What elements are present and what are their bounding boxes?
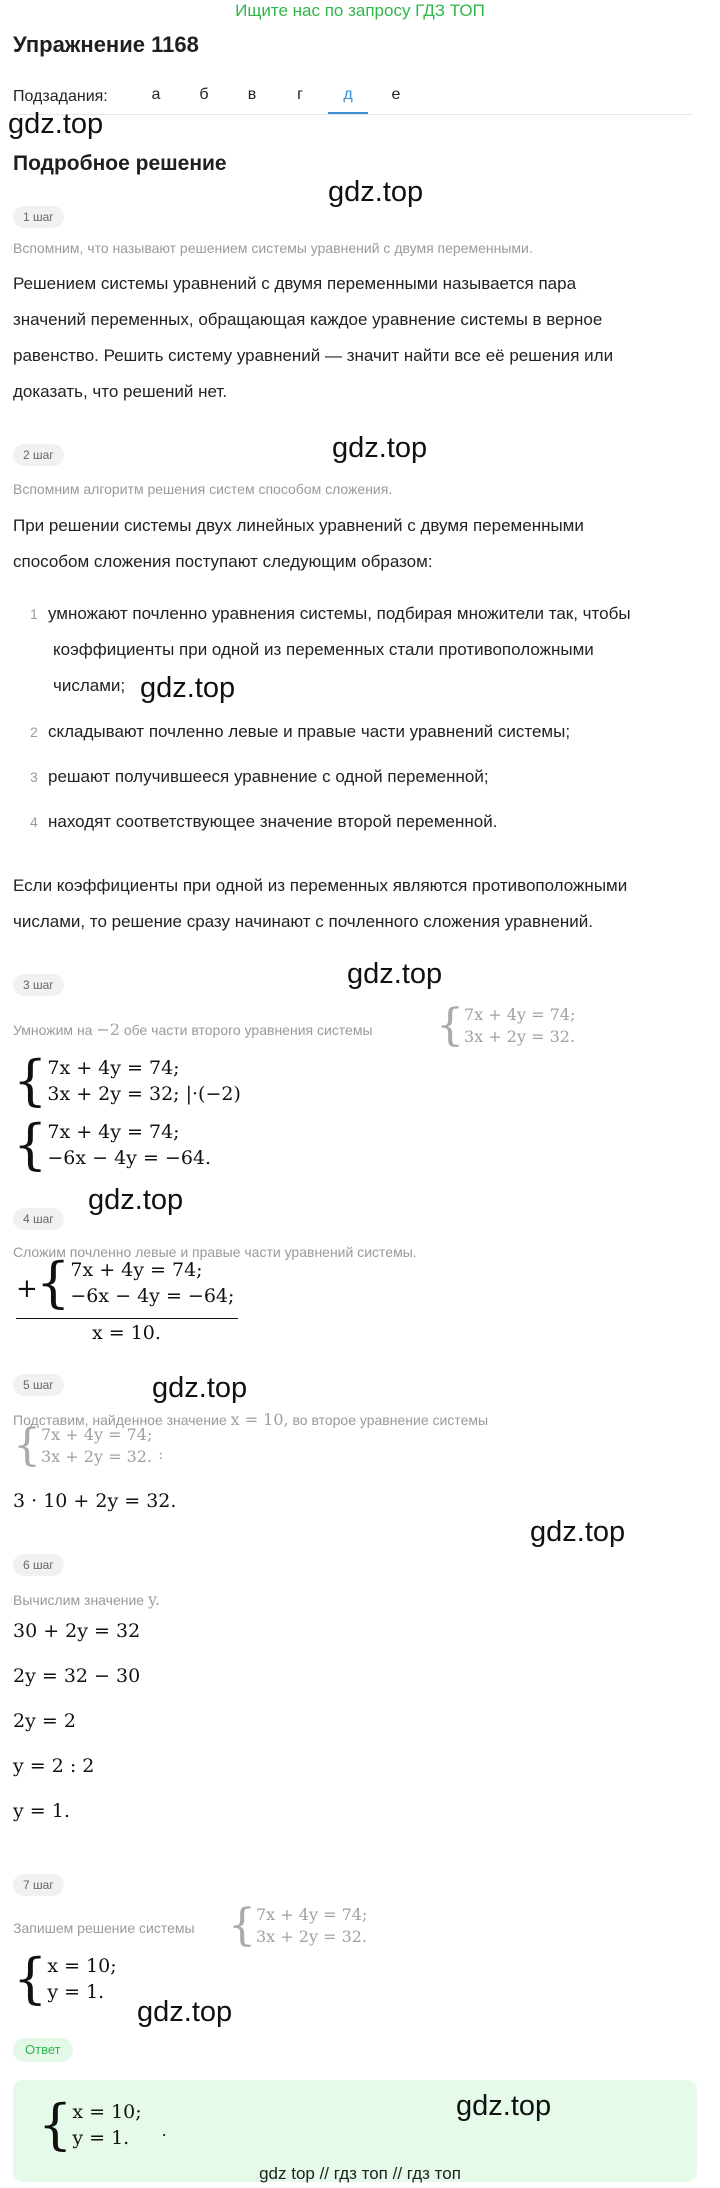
answer-tail: . (161, 2120, 167, 2140)
equation: 3x + 2y = 32; |·(−2) (47, 1083, 241, 1105)
list-number: 2 (30, 724, 38, 740)
equation: 7x + 4y = 74; (47, 1057, 180, 1079)
subtask-v[interactable]: в (247, 86, 257, 103)
equation: y = 1. (47, 1981, 105, 2003)
equation: −6x − 4y = −64; (70, 1285, 235, 1307)
step-badge: 7 шаг (13, 1874, 64, 1896)
brace-icon: { (13, 1113, 48, 1176)
page-title: Упражнение 1168 (13, 32, 199, 57)
search-banner[interactable]: Ищите нас по запросу ГДЗ ТОП (235, 1, 485, 20)
equation: 7x + 4y = 74; (70, 1259, 203, 1281)
watermark: gdz.top (152, 1372, 248, 1404)
equation: 7x + 4y = 74; (256, 1905, 368, 1924)
plus-sign: + (16, 1274, 38, 1304)
text-line: способом сложения поступают следующим образом: (13, 552, 433, 571)
list-number: 3 (30, 769, 38, 785)
watermark: gdz.top (456, 2090, 552, 2122)
hint-tail: : (158, 1447, 164, 1463)
brace-icon: { (13, 1420, 41, 1471)
text-line: Если коэффициенты при одной из переменных являются противоположными (13, 876, 628, 895)
footer-links[interactable]: gdz top // гдз топ // гдз топ (259, 2164, 461, 2183)
text-line: Решением системы уравнений с двумя переменными называется пара (13, 274, 577, 293)
equation: 3 · 10 + 2y = 32. (13, 1490, 177, 1512)
answer-badge: Ответ (13, 2038, 73, 2062)
hint-text: Вычислим значение (13, 1592, 145, 1608)
section-title: Подробное решение (13, 152, 227, 175)
text-line: числами; (53, 676, 126, 695)
hint-text: во второе уравнение системы (292, 1412, 489, 1428)
text-line: доказать, что решений нет. (13, 382, 228, 401)
subtask-e[interactable]: е (391, 86, 401, 103)
watermark: gdz.top (530, 1516, 626, 1548)
step-hint (13, 1020, 373, 1039)
list-number: 1 (30, 606, 38, 622)
equation: x = 10; (47, 1955, 117, 1977)
hint-system (13, 1420, 164, 1471)
list-number: 4 (30, 814, 38, 830)
equation: y = 1. (72, 2127, 130, 2149)
step-text (13, 868, 703, 940)
step-badge: 6 шаг (13, 1554, 64, 1576)
watermark: gdz.top (8, 108, 104, 140)
brace-icon: { (13, 1049, 48, 1112)
sum-line (16, 1318, 238, 1319)
step-badge: 2 шаг (13, 444, 64, 466)
equation: 3x + 2y = 32. (464, 1027, 576, 1046)
answer-system (38, 2093, 167, 2156)
equation-system (36, 1251, 235, 1314)
watermark: gdz.top (137, 1996, 233, 2028)
subtask-a[interactable]: а (151, 86, 161, 103)
text-line: умножают почленно уравнения системы, подбирая множители так, чтобы (48, 604, 631, 623)
hint-value: x = 10, (230, 1410, 289, 1429)
equation: 7x + 4y = 74; (47, 1121, 180, 1143)
text-line: решают получившееся уравнение с одной переменной; (48, 767, 489, 786)
brace-icon: { (13, 1947, 48, 2010)
equation: 7x + 4y = 74; (464, 1005, 576, 1024)
brace-icon: { (36, 1251, 71, 1314)
list-item (48, 596, 631, 704)
subtask-g[interactable]: г (297, 86, 303, 103)
equation: 2y = 2 (13, 1710, 76, 1732)
equation: 7x + 4y = 74; (41, 1425, 153, 1444)
step-hint: Вспомним алгоритм решения систем способом сложения. (13, 481, 393, 497)
equation: 30 + 2y = 32 (13, 1620, 141, 1642)
equation: 3x + 2y = 32. (256, 1927, 368, 1946)
step-hint: Вспомним, что называют решением системы уравнений с двумя переменными. (13, 240, 533, 256)
subtasks-divider (13, 114, 693, 115)
list-item (48, 804, 497, 840)
watermark: gdz.top (332, 432, 428, 464)
step-text (13, 508, 703, 580)
equation: x = 10; (72, 2101, 142, 2123)
step-badge: 5 шаг (13, 1374, 64, 1396)
text-line: При решении системы двух линейных уравнений с двумя переменными (13, 516, 584, 535)
equation-system (13, 1113, 212, 1176)
text-line: складывают почленно левые и правые части уравнений системы; (48, 722, 571, 741)
hint-text: Подставим, найденное значение (13, 1412, 227, 1428)
step-text (13, 266, 703, 410)
step-hint: Сложим почленно левые и правые части уравнений системы. (13, 1244, 417, 1260)
text-line: значений переменных, обращающая каждое уравнение системы в верное (13, 310, 603, 329)
subtask-b[interactable]: б (199, 86, 209, 103)
watermark: gdz.top (88, 1184, 184, 1216)
subtask-d-active[interactable]: д (328, 86, 368, 114)
hint-system (228, 1900, 368, 1951)
equation: y = 2 : 2 (13, 1755, 95, 1777)
watermark: gdz.top (347, 958, 443, 990)
hint-text: обе части второго уравнения системы (123, 1022, 373, 1038)
equation-system (13, 1049, 241, 1112)
step-badge: 1 шаг (13, 206, 64, 228)
text-line: находят соответствующее значение второй переменной. (48, 812, 498, 831)
list-item (48, 714, 570, 750)
equation: −6x − 4y = −64. (47, 1147, 212, 1169)
brace-icon: { (228, 1900, 256, 1951)
hint-factor: −2 (96, 1020, 120, 1039)
equation-system (13, 1947, 117, 2010)
subtasks-label: Подзадания: (13, 88, 108, 105)
brace-icon: { (436, 1000, 464, 1051)
watermark: gdz.top (328, 176, 424, 208)
step-hint (13, 1590, 160, 1609)
step-hint: Запишем решение системы (13, 1920, 195, 1936)
text-line: равенство. Решить систему уравнений — значит найти все её решения или (13, 346, 614, 365)
list-item (48, 759, 489, 795)
equation-result: x = 10. (92, 1322, 161, 1344)
brace-icon: { (38, 2093, 73, 2156)
hint-system (436, 1000, 576, 1051)
equation: 2y = 32 − 30 (13, 1665, 141, 1687)
step-badge: 3 шаг (13, 974, 64, 996)
step-badge: 4 шаг (13, 1208, 64, 1230)
hint-var: y. (147, 1590, 160, 1609)
text-line: числами, то решение сразу начинают с почленного сложения уравнений. (13, 912, 593, 931)
equation: 3x + 2y = 32. (41, 1447, 153, 1466)
text-line: коэффициенты при одной из переменных стали противоположными (53, 640, 594, 659)
hint-text: Умножим на (13, 1022, 93, 1038)
watermark: gdz.top (140, 672, 236, 704)
equation: y = 1. (13, 1800, 70, 1822)
